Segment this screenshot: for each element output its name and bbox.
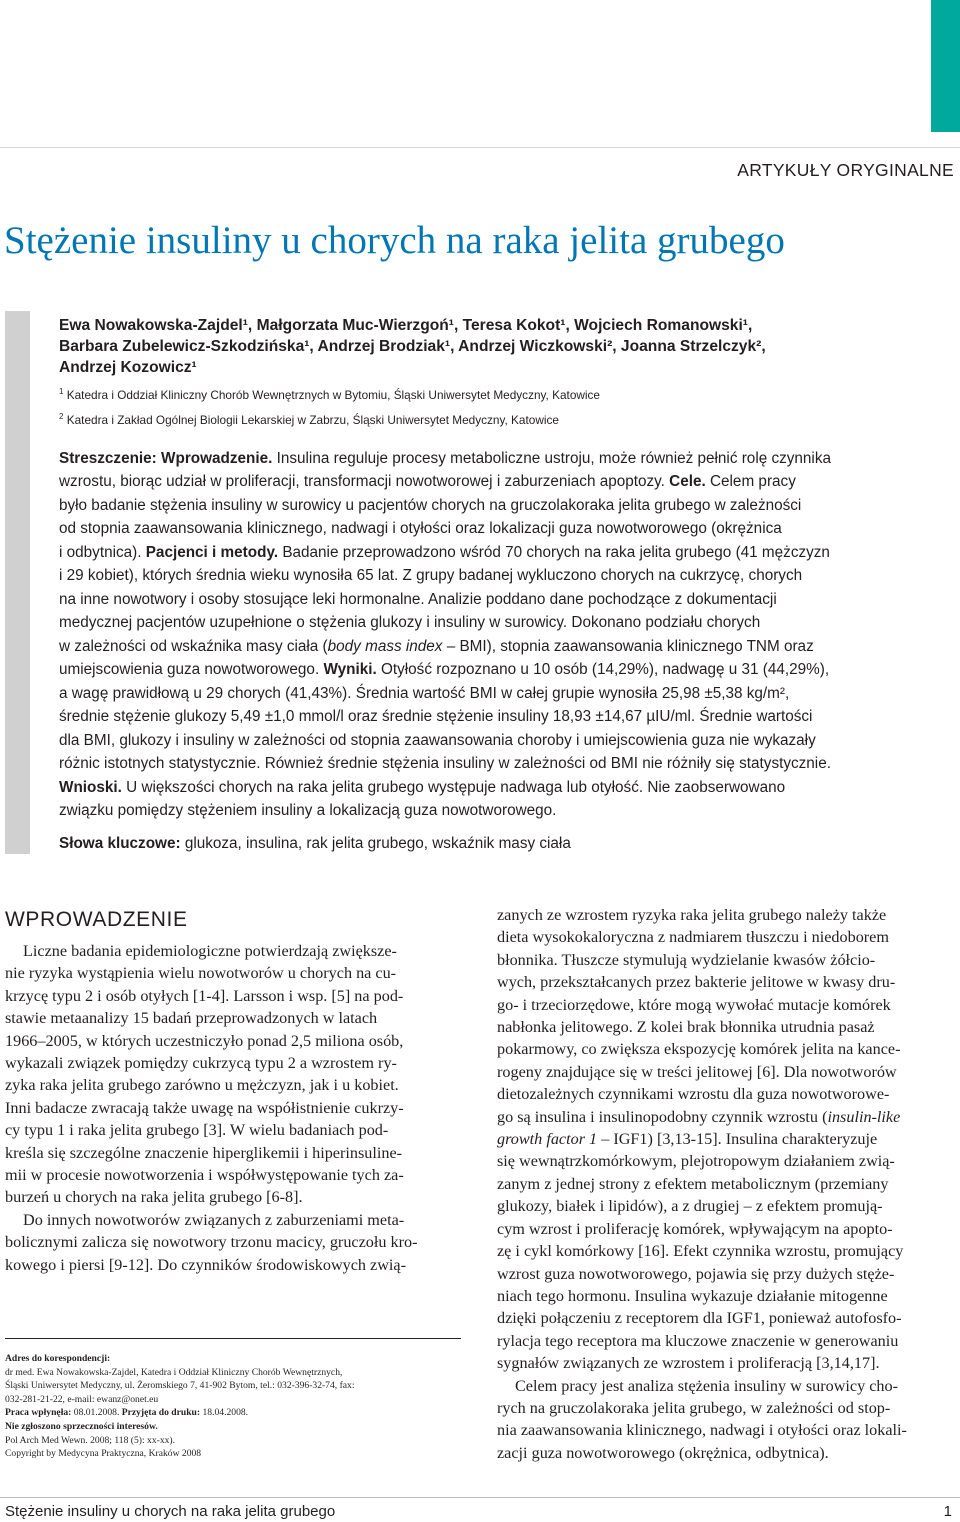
author-line: Andrzej Kozowicz¹ (59, 359, 197, 376)
section-heading: WPROWADZENIE (5, 908, 188, 931)
body-line: zanych ze wzrostem ryzyka raka jelita grubego należy także (497, 906, 887, 924)
body-line: dietozależnych czynnikami wzrostu dla guza nowotworowe- (497, 1085, 890, 1104)
abstract-methods-label: Pacjenci i metody. (145, 543, 279, 561)
body-line: rylacja tego receptora ma kluczowe znaczenie w generowaniu (497, 1331, 899, 1350)
body-line: zę i cykl komórkowy [16]. Efekt czynnika wzrostu, promujący (497, 1242, 904, 1261)
body-line: nabłonka jelitowego. Z kolei brak błonnika utrudnia pasaż (497, 1018, 875, 1037)
body-line: go są insulina i insulinopodobny czynnik wzrostu (insulin-like (497, 1107, 901, 1126)
correspondence-divider (5, 1338, 461, 1339)
abstract-label: Streszczenie: (59, 449, 157, 467)
footer-divider (0, 1497, 960, 1498)
body-line: glukozy, białek i lipidów), a z drugiej – z efektem promują- (497, 1197, 883, 1216)
body-line: zanym z jednej strony z efektem metabolicznym (przemiany (497, 1174, 889, 1193)
conflict-statement: Nie zgłoszono sprzeczności interesów. (5, 1420, 158, 1432)
body-line: nia zaawansowania klinicznego, nadwagi i otyłości oraz lokali- (497, 1421, 907, 1440)
copyright: Copyright by Medycyna Praktyczna, Kraków 2008 (5, 1448, 202, 1460)
submission-dates: Praca wpłynęła: 08.01.2008. Przyjęta do druku: 18.04.2008. (5, 1407, 249, 1419)
abstract-intro-label: Wprowadzenie. (161, 449, 273, 467)
body-line: Do innych nowotworów związanych z zaburzeniami meta- (23, 1210, 405, 1229)
body-line: growth factor 1 – IGF1) [3,13-15]. Insulina charakteryzuje (497, 1130, 878, 1149)
correspondence (5, 1352, 475, 1461)
affiliation: $^1$ Katedra i Oddział Kliniczny Chorób Wewnętrznych w Bytomiu, Śląski Uniwersytet Medyczny, Katowice (59, 387, 600, 402)
correspondence-line: dr med. Ewa Nowakowska-Zajdel, Katedra i Oddział Kliniczny Chorób Wewnętrznych, (5, 1366, 343, 1378)
body-line: niach tego hormonu. Insulina wykazuje działanie mitogenne (497, 1286, 888, 1305)
abstract-side-bar (5, 311, 30, 854)
body-line: bolicznymi zalicza się nowotwory trzonu macicy, gruczołu kro- (5, 1233, 418, 1252)
body-line: zacji guza nowotworowego (okrężnica, odbytnica). (497, 1443, 829, 1462)
body-line: stawie metaanalizy 15 badań przeprowadzonych w latach (5, 1009, 378, 1028)
body-line: wzrost guza nowotworowego, pojawia się przy dużych stęże- (497, 1264, 895, 1283)
body-line: Inni badacze zwracają także uwagę na współistnienie cukrzy- (5, 1098, 404, 1117)
body-line: cym wzrost i proliferację komórek, wpływającym na apopto- (497, 1219, 893, 1238)
article-title: Stężenie insuliny u chorych na raka jelita grubego (4, 219, 785, 262)
body-line: rogeny znajdujące się w treści jelitowej [6]. Dla nowotworów (497, 1062, 897, 1081)
body-line: kreśla się szczególne znaczenie hiperglikemii i hiperinsuline- (5, 1143, 403, 1162)
body-line: nie ryzyka wystąpienia wielu nowotworów u chorych na cu- (5, 964, 397, 983)
body-line: kowego i piersi [9-12]. Do czynników środowiskowych zwią- (5, 1255, 407, 1274)
body-line: rych na gruczolakoraka jelita grubego, w zależności od stop- (497, 1398, 891, 1417)
body-line: cy typu 1 i raka jelita grubego [3]. W wielu badaniach pod- (5, 1121, 389, 1140)
author-line: Ewa Nowakowska-Zajdel¹, Małgorzata Muc-Wierzgoń¹, Teresa Kokot¹, Wojciech Romanowski¹, (59, 317, 753, 334)
body-column-right (497, 904, 957, 1464)
body-line: mii w procesie nowotworzenia i współwystępowanie tych za- (5, 1166, 404, 1185)
body-line: pokarmowy, co zwiększa ekspozycję komórek jelita na kance- (497, 1040, 901, 1059)
authors (59, 315, 959, 378)
correspondence-label: Adres do korespondencji: (5, 1353, 111, 1364)
abstract-results-label: Wyniki. (323, 661, 377, 679)
body-line: się wewnątrzkomórkowym, plejotropowym działaniem zwią- (497, 1152, 895, 1171)
affiliations (59, 381, 959, 431)
body-line: burzeń u chorych na raka jelita grubego [6-8]. (5, 1188, 303, 1207)
affiliation: $^2$ Katedra i Zakład Ogólnej Biologii Lekarskiej w Zabrzu, Śląski Uniwersytet Medyczny, Katowice (59, 411, 559, 427)
abstract: Streszczenie: Wprowadzenie. Insulina reguluje procesy metaboliczne ustroju, może również pełnić rolę czynnika wzrostu, biorąc udział w proliferacji, transformacji nowotworowej i zaburzeniach apoptozy. Cele. Celem pracy było badanie stężenia insuliny w surowicy u pacjentów chorych na gruczolakoraka jelita grubego w zależności od stopnia zaawansowania klinicznego, nadwagi i otyłości oraz lokalizacji guza nowotworowego (okrężnica i odbytnica). Pacjenci i metody. Badanie przeprowadzono wśród 70 chorych na raka jelita grubego (41 mężczyzn i 29 kobiet), których średnia wieku wynosiła 65 lat. Z grupy badanej wykluczono chorych na cukrzycę, chorych na inne nowotwory i osoby stosujące leki hormonalne. Analizie poddano dane pochodzące z dokumentacji medycznej pacjentów uzupełnione o stężenia glukozy i insuliny w surowicy. Dokonano podziału chorych w zależności od wskaźnika masy ciała (body mass index – BMI), stopnia zaawansowania klinicznego TNM oraz umiejscowienia guza nowotworowego. Wyniki. Otyłość rozpoznano u 10 osób (14,29%), nadwagę u 31 (44,29%), a wagę prawidłową u 29 chorych (41,43%). Średnia wartość BMI w całej grupie wynosiła 25,98 ±5,38 kg/m², średnie stężenie glukozy 5,49 ±1,0 mmol/l oraz średnie stężenie insuliny 18,93 ±14,67 µIU/ml. Średnie wartości dla BMI, glukozy i insuliny w zależności od stopnia zaawansowania choroby i umiejscowienia guza nie wykazały różnic istotnych statystycznie. Również średnie stężenia insuliny w zależności od BMI nie różniły się statystycznie. Wnioski. U większości chorych na raka jelita grubego występuje nadwaga lub otyłość. Nie zaobserwowano związku pomiędzy stężeniem insuliny a lokalizacją guza nowotworowego. (59, 449, 831, 820)
keywords: Słowa kluczowe: glukoza, insulina, rak jelita grubego, wskaźnik masy ciała (59, 834, 571, 852)
abstract-aim-label: Cele. (669, 473, 706, 491)
citation: Pol Arch Med Wewn. 2008; 118 (5): xx-xx). (5, 1434, 176, 1446)
body-line: wykazali związek pomiędzy cukrzycą typu 2 a wzrostem ry- (5, 1054, 397, 1073)
body-line: go- i trzeciorzędowe, które mogą wywołać mutacje komórek (497, 995, 891, 1014)
section-label: ARTYKUŁY ORYGINALNE (737, 160, 954, 180)
body-line: Celem pracy jest analiza stężenia insuliny w surowicy cho- (515, 1376, 898, 1395)
author-line: Barbara Zubelewicz-Szkodzińska¹, Andrzej Brodziak¹, Andrzej Wiczkowski², Joanna Strzelczyk², (59, 338, 766, 355)
body-column-left (5, 908, 465, 1276)
corner-color-block (931, 0, 960, 132)
front-matter (59, 315, 959, 853)
correspondence-line: Śląski Uniwersytet Medyczny, ul. Żeromskiego 7, 41-902 Bytom, tel.: 032-396-32-74, fax: (5, 1380, 355, 1392)
correspondence-line: 032-281-21-22, e-mail: ewanz@onet.eu (5, 1393, 159, 1405)
header-divider (0, 147, 960, 148)
body-line: krzycę typu 2 i osób otyłych [1-4]. Larsson i wsp. [5] na pod- (5, 986, 404, 1005)
body-line: sygnałów związanych ze wzrostem i proliferacją [3,14,17]. (497, 1354, 880, 1373)
body-line: dzięki połączeniu z receptorem dla IGF1, ponieważ autofosfo- (497, 1309, 902, 1328)
body-line: 1966–2005, w których uczestniczyło ponad 2,5 miliona osób, (5, 1031, 404, 1050)
abstract-conclusions-label: Wnioski. (59, 778, 122, 796)
body-line: zyka raka jelita grubego zarówno u mężczyzn, jak i u kobiet. (5, 1076, 399, 1095)
body-line: Liczne badania epidemiologiczne potwierdzają zwiększe- (23, 942, 397, 960)
body-line: błonnika. Tłuszcze stymulują wydzielanie kwasów żółcio- (497, 950, 876, 969)
footer-running-title: Stężenie insuliny u chorych na raka jelita grubego (5, 1503, 336, 1520)
body-line: dieta wysokokaloryczna z nadmiarem tłuszczu i niedoborem (497, 928, 889, 947)
body-line: wych, przekształcanych przez bakterie jelitowe w kwasy dru- (497, 973, 896, 992)
page-number: 1 (943, 1503, 952, 1520)
